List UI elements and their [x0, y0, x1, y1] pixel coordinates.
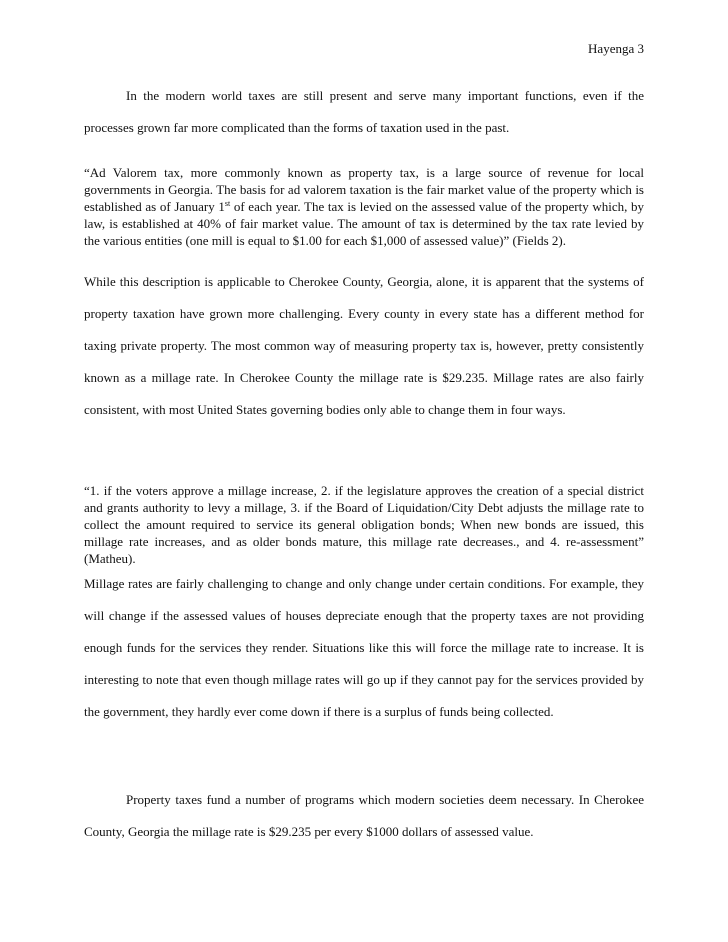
paragraph-millage-change: Millage rates are fairly challenging to change and only change under certain conditions. For example, they will change if the assessed values of houses depreciate enough that the property taxes are not providing enough funds for the services they render. Situations like this will force the millage rate to increase. It is interesting to note that even though millage rates will go up if they cannot pay for the services provided by the government, they hardly ever come down if there is a surplus of funds being collected. [84, 576, 644, 719]
paragraph-cherokee-description: While this description is applicable to Cherokee County, Georgia, alone, it is apparent that the systems of property taxation have grown more challenging. Every county in every state has a different method for taxing private property. The most common way of measuring property tax is, however, pretty consistently known as a millage rate. In Cherokee County the millage rate is $29.235. Millage rates are also fairly consistent, with most United States governing bodies only able to change them in four ways. [84, 274, 644, 417]
block-quote-fields [84, 164, 644, 249]
ordinal-superscript: st [224, 199, 231, 208]
block-quote-matheu: “1. if the voters approve a millage increase, 2. if the legislature approves the creation of a special district and grants authority to levy a millage, 3. if the Board of Liquidation/City Debt adjusts the millage rate to collect the amount required to service its general obligation bonds; When new bonds are issued, this millage rate increases, and as older bonds mature, this millage rate decreases., and 4. re-assessment” (Matheu). [84, 483, 644, 566]
paragraph-property-taxes-fund: Property taxes fund a number of programs which modern societies deem necessary. In Cherokee County, Georgia the millage rate is $29.235 per every $1000 dollars of assessed value. [84, 792, 644, 839]
paragraph-intro: In the modern world taxes are still present and serve many important functions, even if the processes grown far more complicated than the forms of taxation used in the past. [84, 88, 644, 135]
page-header: Hayenga 3 [588, 41, 644, 56]
quote-text-part-2: of each year. The tax is levied on the assessed value of the property which, by law, is established at 40% of fair market value. The amount of tax is determined by the tax rate levied by the various entities (one mill is equal to $1.00 for each $1,000 of assessed value)” (Fields 2). [84, 199, 644, 248]
quote-text-part-1: “Ad Valorem tax, more commonly known as property tax, is a large source of revenue for local governments in Georgia. The basis for ad valorem taxation is the fair market value of the property which is established as of January 1 [84, 165, 644, 214]
